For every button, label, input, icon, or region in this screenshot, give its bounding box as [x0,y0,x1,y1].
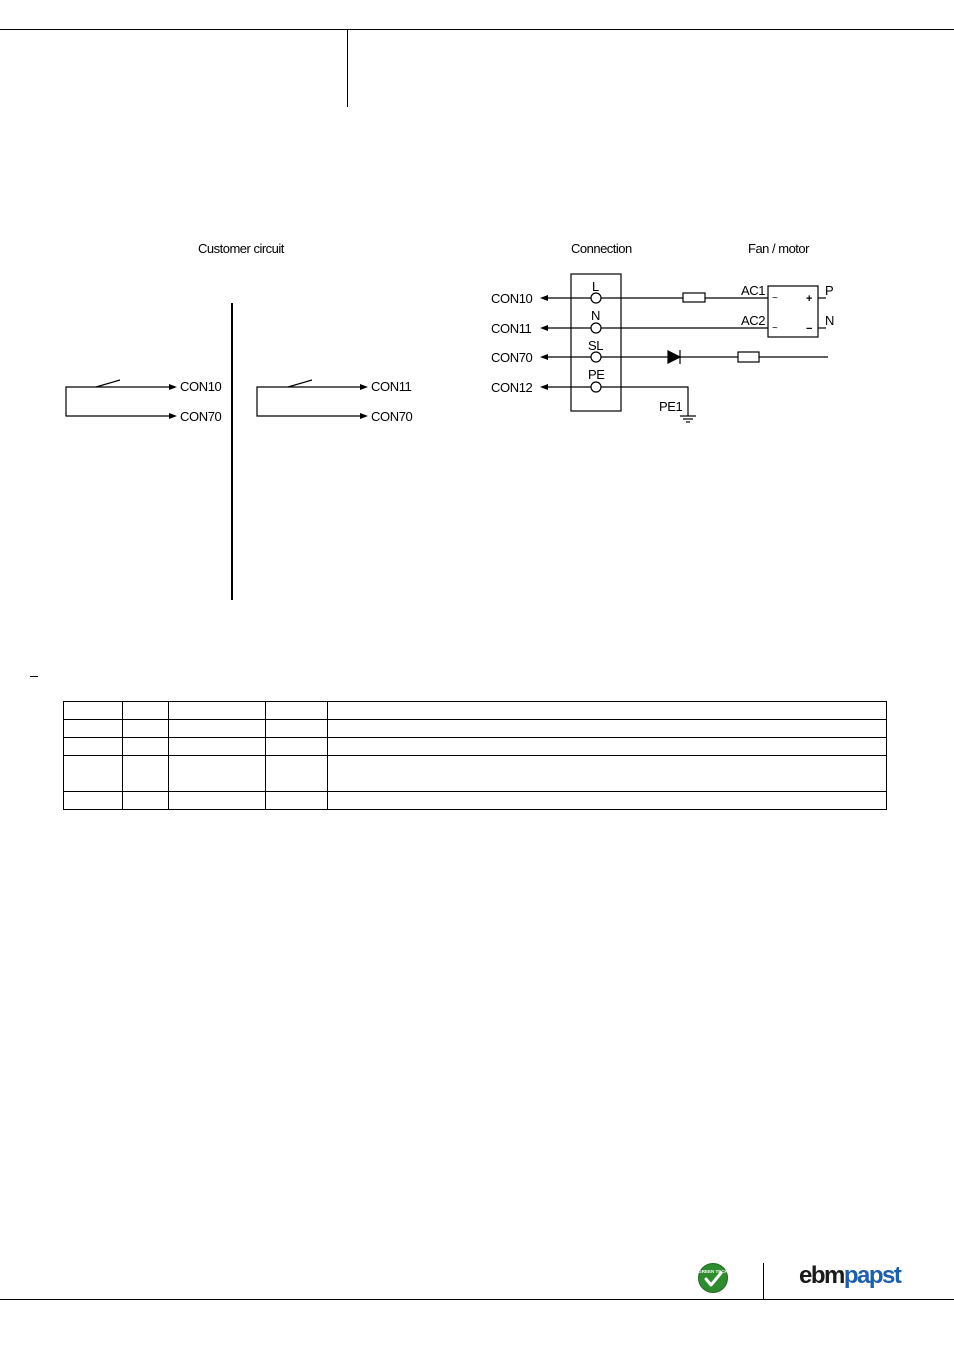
table-cell [328,702,887,720]
table-cell [266,738,328,756]
fuse-l [683,293,705,302]
table-cell [64,738,123,756]
line-label-con12: CON12 [491,380,533,395]
table-cell [64,702,123,720]
line-label-con10: CON10 [491,291,533,306]
table-cell [266,702,328,720]
table-cell [123,792,169,810]
wire-table [63,701,887,810]
right-switch-circuit [257,380,363,416]
terminal-label-pe: PE [588,367,605,382]
section-marker [30,676,38,677]
table-cell [328,792,887,810]
left-label-1: CON10 [180,379,222,394]
terminal-label-sl: SL [588,338,604,353]
table-row [64,792,887,810]
table-cell [169,756,266,792]
table-cell [64,720,123,738]
table-cell [266,756,328,792]
table-cell [123,720,169,738]
diode-sl [668,350,680,364]
table-cell [64,792,123,810]
motor-output-n: N [825,313,834,328]
motor-input-ac1: AC1 [741,283,766,298]
table-cell [123,756,169,792]
motor-output-p: P [825,283,834,298]
arrow-right-2 [360,413,368,419]
motor-symbol-minus: − [806,323,813,335]
terminal-label-n: N [591,308,600,323]
right-label-1: CON11 [371,379,412,394]
arrow-left-1 [169,384,177,390]
footer-divider [763,1263,764,1299]
arrow-con12 [540,384,548,390]
table-cell [169,702,266,720]
table-cell [169,720,266,738]
table-cell [266,792,328,810]
left-label-2: CON70 [180,409,222,424]
arrow-right-1 [360,384,368,390]
terminal-label-l: L [592,279,599,294]
footer-rule [0,1299,954,1300]
customer-circuit-title: Customer circuit [198,241,284,256]
terminal-n [591,323,601,333]
resistor-sl [738,352,759,362]
table-row [64,720,887,738]
table-row [64,738,887,756]
greentech-badge-icon [697,1262,729,1294]
table-cell [328,756,887,792]
brand-part-papst: papst [843,1262,901,1289]
table-row [64,756,887,792]
motor-symbol-plus: + [806,293,813,305]
table-cell [328,738,887,756]
connection-title: Connection [571,241,632,256]
table-cell [64,756,123,792]
arrow-con70 [540,354,548,360]
table-cell [266,720,328,738]
terminal-sl [591,352,601,362]
table-cell [123,702,169,720]
line-label-con11: CON11 [491,321,532,336]
left-switch-circuit [66,380,172,416]
motor-input-ac2: AC2 [741,313,766,328]
table-row [64,702,887,720]
right-label-2: CON70 [371,409,413,424]
arrow-con10 [540,295,548,301]
table-cell [328,720,887,738]
arrow-con11 [540,325,548,331]
wiring-diagram [0,0,954,640]
line-label-con70: CON70 [491,350,533,365]
arrow-left-2 [169,413,177,419]
table-cell [123,738,169,756]
terminal-l [591,293,601,303]
motor-symbol-ac-top: ~ [772,293,778,304]
ground-label: PE1 [659,399,683,414]
ebmpapst-logo [799,1262,900,1290]
table-cell [169,792,266,810]
motor-symbol-ac-bottom: ~ [772,323,778,334]
table-cell [169,738,266,756]
terminal-pe [591,382,601,392]
badge-text: GREEN TECH [698,1269,728,1274]
fan-motor-title: Fan / motor [748,241,809,256]
brand-part-ebm: ebm [799,1262,844,1289]
